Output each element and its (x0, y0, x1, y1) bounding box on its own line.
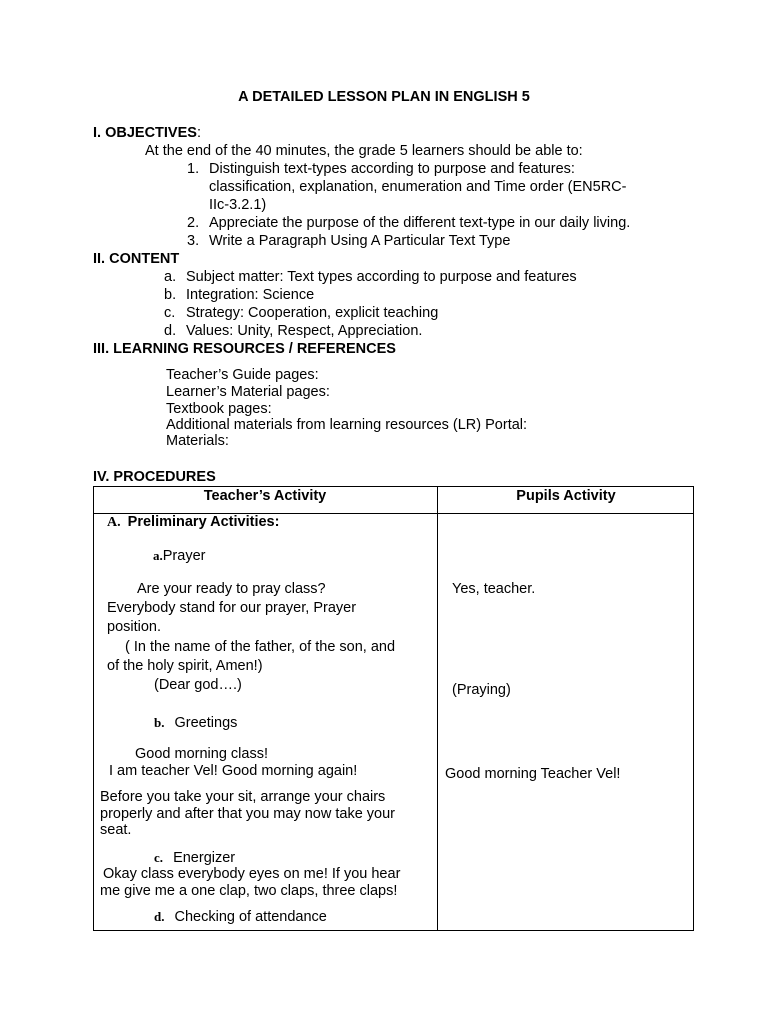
objective-item-1 (187, 160, 575, 178)
section-letter: A. (107, 515, 121, 530)
objective-text-line: IIc-3.2.1) (209, 197, 267, 213)
teacher-line: I am teacher Vel! Good morning again! (109, 763, 358, 779)
teacher-line: Everybody stand for our prayer, Prayer (107, 600, 357, 616)
teacher-line: me give me a one clap, two claps, three claps! (100, 883, 398, 899)
content-item-c (164, 304, 438, 322)
content-letter: c. (164, 305, 176, 321)
content-item-d (164, 322, 422, 340)
table-column-divider (437, 486, 438, 931)
objectives-intro: At the end of the 40 minutes, the grade 5 learners should be able to: (145, 143, 583, 159)
objective-item-3 (187, 232, 510, 250)
subsection-attendance (154, 908, 327, 926)
teacher-line: Before you take your sit, arrange your chairs (100, 789, 386, 805)
resource-item: Textbook pages: (166, 401, 272, 417)
objective-number: 1. (187, 161, 200, 177)
content-letter: b. (164, 287, 177, 303)
pupil-response-yes: Yes, teacher. (452, 581, 536, 597)
content-text: Subject matter: Text types according to purpose and features (186, 269, 577, 285)
subsection-letter: b. (154, 715, 165, 730)
content-item-a (164, 268, 577, 286)
content-text: Strategy: Cooperation, explicit teaching (186, 305, 439, 321)
col-header-teacher: Teacher’s Activity (203, 488, 327, 504)
section-preliminary (107, 513, 279, 532)
subsection-label: Greetings (174, 715, 238, 731)
subsection-greetings (154, 714, 237, 732)
content-text: Values: Unity, Respect, Appreciation. (186, 323, 423, 339)
objective-text-line: Appreciate the purpose of the different text-type in our daily living. (209, 215, 631, 231)
teacher-line: ( In the name of the father, of the son, and (125, 639, 396, 655)
teacher-line: properly and after that you may now take your (100, 806, 395, 822)
teacher-line: position. (107, 619, 162, 635)
content-item-b (164, 286, 314, 304)
objective-item-2 (187, 214, 630, 232)
teacher-line: (Dear god….) (154, 677, 242, 693)
content-letter: d. (164, 323, 177, 339)
subsection-letter: c. (154, 850, 164, 865)
teacher-line: of the holy spirit, Amen!) (107, 658, 263, 674)
objective-text-line: classification, explanation, enumeration and Time order (EN5RC- (209, 179, 627, 195)
objective-text-line: Write a Paragraph Using A Particular Text Type (209, 233, 511, 249)
resource-item: Additional materials from learning resources (LR) Portal: (166, 417, 528, 433)
section-label: Preliminary Activities: (127, 514, 280, 530)
subsection-label: Energizer (173, 850, 236, 866)
page-title: A DETAILED LESSON PLAN IN ENGLISH 5 (238, 89, 530, 105)
objective-text-line: Distinguish text-types according to purpose and features: (209, 161, 575, 177)
resources-heading: III. LEARNING RESOURCES / REFERENCES (93, 341, 396, 357)
resource-item: Learner’s Material pages: (166, 384, 330, 400)
teacher-line: Okay class everybody eyes on me! If you hear (103, 866, 401, 882)
objective-number: 2. (187, 215, 200, 231)
col-header-pupils: Pupils Activity (516, 488, 616, 504)
subsection-label: Prayer (162, 548, 206, 564)
objective-number: 3. (187, 233, 200, 249)
pupil-response-greeting: Good morning Teacher Vel! (445, 766, 621, 782)
pupil-response-praying: (Praying) (452, 682, 511, 698)
subsection-prayer (153, 547, 205, 565)
subsection-letter: d. (154, 909, 165, 924)
content-letter: a. (164, 269, 177, 285)
subsection-label: Checking of attendance (174, 909, 327, 925)
resource-item: Teacher’s Guide pages: (166, 367, 319, 383)
teacher-line: Good morning class! (135, 746, 268, 762)
objectives-colon: : (196, 125, 201, 141)
teacher-line: seat. (100, 822, 132, 838)
subsection-letter: a. (153, 548, 163, 563)
content-text: Integration: Science (186, 287, 315, 303)
teacher-line: Are your ready to pray class? (137, 581, 326, 597)
objectives-heading-row (93, 124, 201, 142)
procedures-heading: IV. PROCEDURES (93, 469, 216, 485)
content-heading: II. CONTENT (93, 251, 180, 267)
resource-item: Materials: (166, 433, 229, 449)
objectives-heading: I. OBJECTIVES (93, 125, 197, 141)
